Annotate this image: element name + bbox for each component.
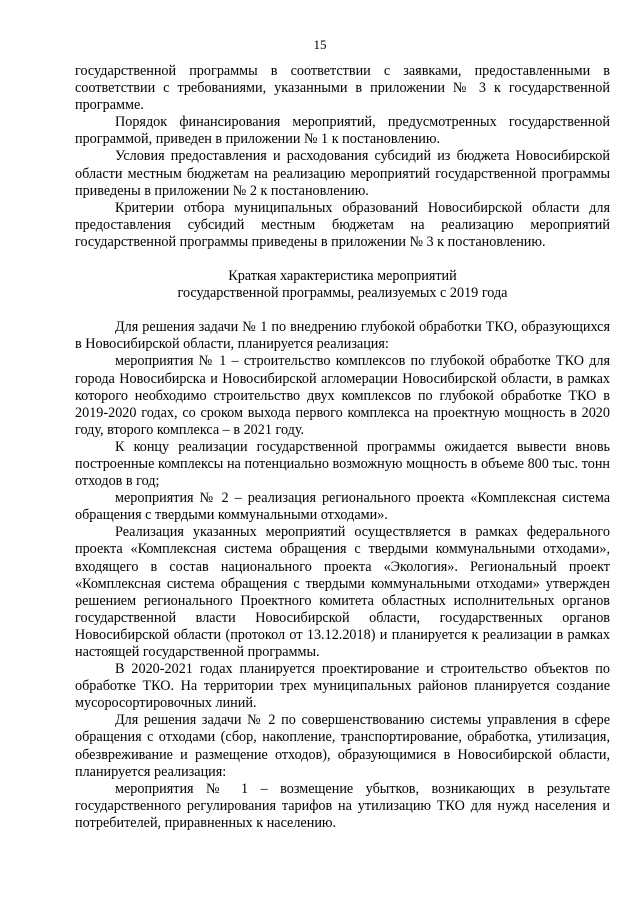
paragraph: Условия предоставления и расходования субсидий из бюджета Новосибирской области местным бюджетам на реализацию мероприятий государственной программы приведены в приложении № 2 к постановлению. bbox=[75, 148, 610, 199]
section-heading bbox=[75, 268, 610, 302]
paragraph: Реализация указанных мероприятий осуществляется в рамках федерального проекта «Комплексная система обращения с твердыми коммунальными отходами», входящего в состав национального проекта «Экология». Региональный проект «Комплексная система обращения с твердыми коммунальными отходами» утвержден решением регионального Проектного комитета областных исполнительных органов государственной власти Новосибирской области, государственных органов Новосибирской области (протокол от 13.12.2018) и планируется к реализации в рамках настоящей государственной программы. bbox=[75, 524, 610, 660]
paragraph: Для решения задачи № 2 по совершенствованию системы управления в сфере обращения с отходами (сбор, накопление, транспортирование, обработка, утилизация, обезвреживание и размещение отходов), образующимися в Новосибирской области, планируется реализация: bbox=[75, 712, 610, 780]
paragraph: Порядок финансирования мероприятий, предусмотренных государственной программой, приведен в приложении № 1 к постановлению. bbox=[75, 114, 610, 148]
paragraph: мероприятия № 2 – реализация регионального проекта «Комплексная система обращения с твердыми коммунальными отходами». bbox=[75, 490, 610, 524]
section-heading-line-1: Краткая характеристика мероприятий bbox=[228, 268, 457, 285]
paragraph: Для решения задачи № 1 по внедрению глубокой обработки ТКО, образующихся в Новосибирской области, планируется реализация: bbox=[75, 319, 610, 353]
paragraph: мероприятия № 1 – строительство комплексов по глубокой обработке ТКО для города Новосибирска и Новосибирской агломерации Новосибирской области, в рамках которого необходимо строительство двух комплексов по глубокой обработке ТКО в 2019-2020 годах, со сроком выхода первого комплекса на проектную мощность в 2020 году, второго комплекса – в 2021 году. bbox=[75, 353, 610, 438]
page-number: 15 bbox=[313, 37, 327, 52]
paragraph: мероприятия № 1 – возмещение убытков, возникающих в результате государственного регулирования тарифов на утилизацию ТКО для нужд населения и потребителей, приравненных к населению. bbox=[75, 780, 610, 831]
document-body bbox=[75, 63, 610, 832]
paragraph: В 2020-2021 годах планируется проектирование и строительство объектов по обработке ТКО. На территории трех муниципальных районов планируется создание мусоросортировочных линий. bbox=[75, 661, 610, 712]
paragraph: государственной программы в соответствии с заявками, предоставленными в соответствии с требованиями, указанными в приложении № 3 к государственной программе. bbox=[75, 63, 610, 114]
section-heading-line-2: государственной программы, реализуемых с 2019 года bbox=[177, 285, 508, 302]
paragraph: К концу реализации государственной программы ожидается вывести вновь построенные комплексы на потенциально возможную мощность в объеме 800 тыс. тонн отходов в год; bbox=[75, 438, 610, 490]
paragraph: Критерии отбора муниципальных образований Новосибирской области для предоставления субсидий местным бюджетам на реализацию мероприятий государственной программы приведены в приложении № 3 к постановлению. bbox=[75, 199, 610, 250]
